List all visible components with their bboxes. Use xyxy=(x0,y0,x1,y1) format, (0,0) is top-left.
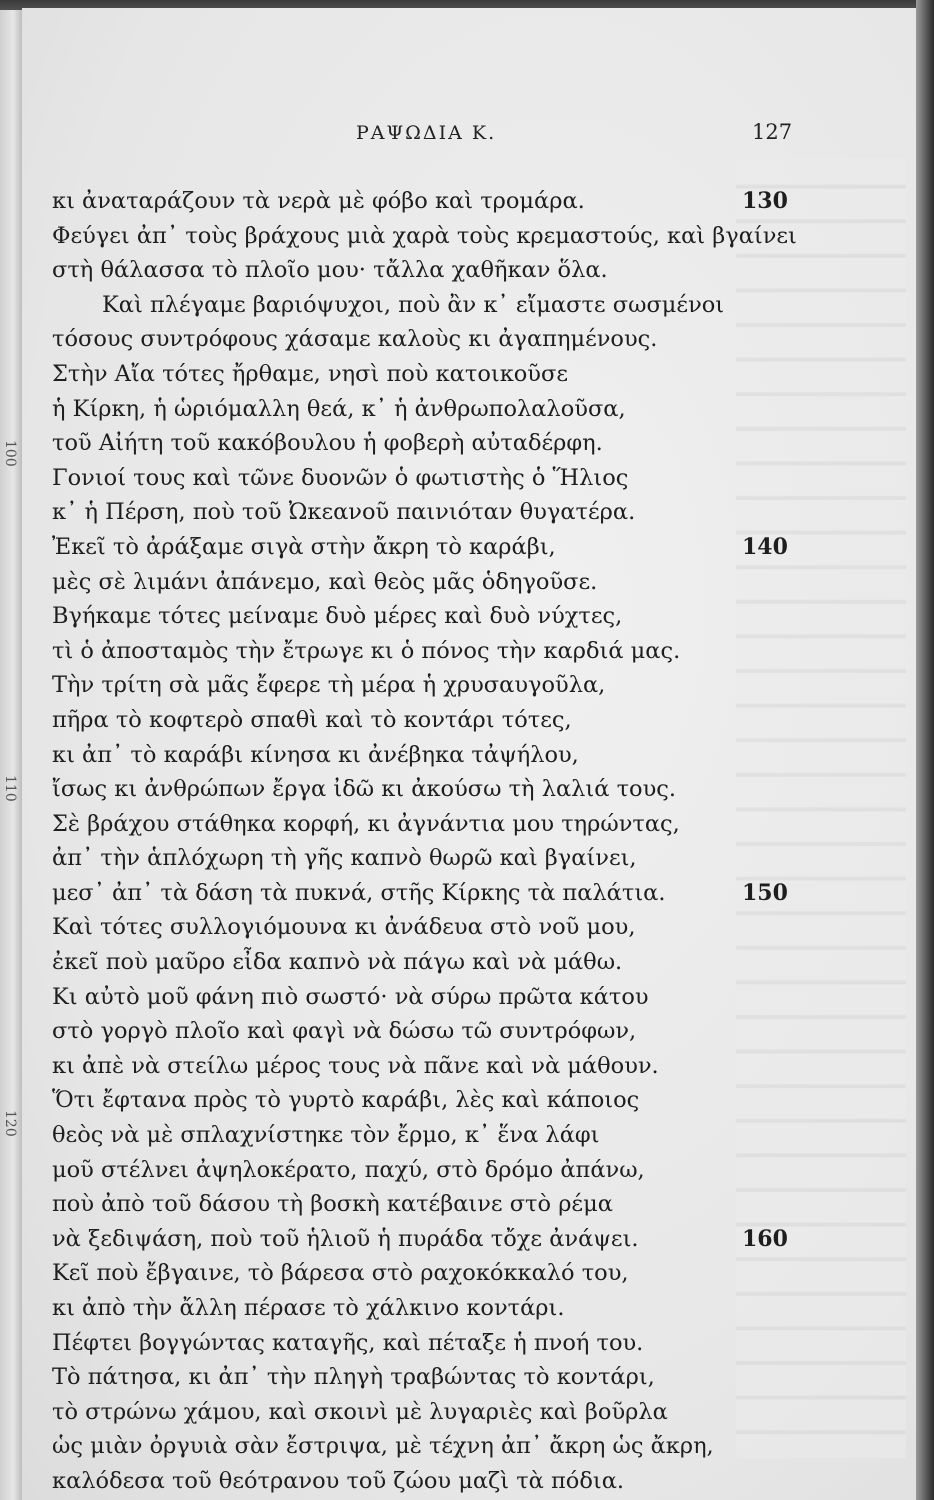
verse-line-text: Στὴν Αἴα τότες ἤρθαμε, νησὶ ποὺ κατοικοῦσε xyxy=(52,360,568,387)
verse-line-text: Κεῖ ποὺ ἔβγαινε, τὸ βάρεσα στὸ ραχοκόκκαλό του, xyxy=(52,1260,629,1287)
verse-line-text: κι ἀναταράζουν τὰ νερὰ μὲ φόβο καὶ τρομάρα. xyxy=(52,188,585,214)
verse-line-text: στὸ γοργὸ πλοῖο καὶ φαγὶ νὰ δώσω τῶ συντρόφων, xyxy=(52,1018,637,1045)
verse-line-text: Φεύγει ἀπ᾽ τοὺς βράχους μιὰ χαρὰ τοὺς κρεμαστούς, καὶ βγαίνει xyxy=(52,222,797,249)
page-number: 127 xyxy=(752,120,793,144)
verse-line-text: μεσ᾽ ἀπ᾽ τὰ δάση τὰ πυκνά, στῆς Κίρκης τὰ παλάτια. xyxy=(52,879,666,906)
scan-background-right xyxy=(916,0,934,1500)
prev-page-margin-number: 110 xyxy=(2,775,18,802)
verse-line xyxy=(52,1256,832,1291)
verse-line xyxy=(52,322,832,357)
verse-line-text: Σὲ βράχου στάθηκα κορφή, κι ἀγνάντια μου τηρώντας, xyxy=(52,810,680,837)
verse-line xyxy=(52,1429,832,1464)
verse-line-text: πῆρα τὸ κοφτερὸ σπαθὶ καὶ τὸ κοντάρι τότες, xyxy=(52,706,572,733)
verse-line xyxy=(52,1049,832,1084)
verse-line xyxy=(52,219,832,254)
verse-line-text: Ὅτι ἔφτανα πρὸς τὸ γυρτὸ καράβι, λὲς καὶ κάποιος xyxy=(52,1087,640,1114)
verse-line-text: Τὸ πάτησα, κι ἀπ᾽ τὴν πληγὴ τραβώντας τὸ κοντάρι, xyxy=(52,1364,655,1391)
verse-line xyxy=(52,1395,832,1430)
verse-line-text: μὲς σὲ λιμάνι ἀπάνεμο, καὶ θεὸς μᾶς ὁδηγοῦσε. xyxy=(52,568,598,595)
verse-line xyxy=(52,1291,832,1326)
verse-line-text: μοῦ στέλνει ἀψηλοκέρατο, παχύ, στὸ δρόμο ἀπάνω, xyxy=(52,1156,645,1183)
verse-line xyxy=(52,461,832,496)
verse-line-text: κι ἀπὸ τὴν ἄλλη πέρασε τὸ χάλκινο κοντάρι. xyxy=(52,1295,565,1321)
verse-line xyxy=(52,772,832,807)
verse-line-text: Καὶ τότες συλλογιόμουνα κι ἀνάδευα στὸ νοῦ μου, xyxy=(52,914,636,941)
verse-line-text: τοῦ Αἰήτη τοῦ κακόβουλου ἡ φοβερὴ αὐταδέρφη. xyxy=(52,430,603,457)
verse-line-text: Ἐκεῖ τὸ ἀράξαμε σιγὰ στὴν ἄκρη τὸ καράβι, xyxy=(52,533,556,560)
verse-line xyxy=(52,253,832,288)
verse-line xyxy=(52,599,832,634)
verse-line-text: ὡς μιὰν ὀργυιὰ σὰν ἔστριψα, μὲ τέχνη ἀπ᾽ ἄκρη ὡς ἄκρη, xyxy=(52,1433,714,1460)
verse-line xyxy=(52,1118,832,1153)
verse-line-text: ἡ Κίρκη, ἡ ὡριόμαλλη θεά, κ᾽ ἡ ἀνθρωπολαλοῦσα, xyxy=(52,395,626,422)
poem-text xyxy=(52,184,832,1499)
verse-line xyxy=(52,807,832,842)
verse-line-text: ἀπ᾽ τὴν ἁπλόχωρη τὴ γῆς καπνὸ θωρῶ καὶ βγαίνει, xyxy=(52,845,637,872)
verse-line-text: Τὴν τρίτη σὰ μᾶς ἔφερε τὴ μέρα ἡ χρυσαυγοῦλα, xyxy=(52,672,606,699)
verse-line xyxy=(52,1153,832,1188)
verse-line xyxy=(52,1187,832,1222)
page-header xyxy=(22,118,916,158)
verse-line xyxy=(52,530,832,565)
previous-page-edge xyxy=(0,10,23,1500)
verse-line xyxy=(52,841,832,876)
verse-line xyxy=(52,288,832,323)
verse-line-text: Βγήκαμε τότες μείναμε δυὸ μέρες καὶ δυὸ νύχτες, xyxy=(52,603,623,630)
verse-line xyxy=(52,392,832,427)
verse-line xyxy=(52,1222,832,1257)
verse-line xyxy=(52,426,832,461)
verse-line xyxy=(52,876,832,911)
verse-line xyxy=(52,1083,832,1118)
prev-page-margin-number: 120 xyxy=(2,1110,18,1137)
verse-line-text: ἴσως κι ἀνθρώπων ἔργα ἰδῶ κι ἀκούσω τὴ λαλιά τους. xyxy=(52,776,677,803)
line-number: 130 xyxy=(742,188,788,214)
verse-line xyxy=(52,738,832,773)
line-number: 160 xyxy=(742,1225,788,1252)
line-number: 140 xyxy=(742,533,788,560)
verse-line xyxy=(52,1014,832,1049)
verse-line-text: κι ἀπ᾽ τὸ καράβι κίνησα κι ἀνέβηκα τἀψήλου, xyxy=(52,741,579,768)
verse-line xyxy=(52,1464,832,1499)
verse-line xyxy=(52,668,832,703)
verse-line xyxy=(52,495,832,530)
verse-line-text: τόσους συντρόφους χάσαμε καλοὺς κι ἀγαπημένους. xyxy=(52,326,658,353)
verse-line-text: Γονιοί τους καὶ τῶνε δυονῶν ὁ φωτιστὴς ὁ Ἥλιος xyxy=(52,464,629,491)
verse-line-text: Πέφτει βογγώντας καταγῆς, καὶ πέταξε ἡ πνοή του. xyxy=(52,1329,644,1356)
verse-line xyxy=(52,945,832,980)
verse-line xyxy=(52,703,832,738)
running-head: ΡΑΨΩΔΙΑ Κ. xyxy=(356,122,497,144)
verse-line-text: στὴ θάλασσα τὸ πλοῖο μου· τἄλλα χαθῆκαν ὅλα. xyxy=(52,257,608,284)
prev-page-margin-number: 100 xyxy=(2,440,18,467)
verse-line-text: τὸ στρώνω χάμου, καὶ σκοινὶ μὲ λυγαριὲς καὶ βοῦρλα xyxy=(52,1398,668,1425)
verse-line xyxy=(52,980,832,1015)
verse-line-text: τὶ ὁ ἀποσταμὸς τὴν ἔτρωγε κι ὁ πόνος τὴν καρδιά μας. xyxy=(52,637,681,664)
verse-line-text: Καὶ πλέγαμε βαριόψυχοι, ποὺ ἂν κ᾽ εἴμαστε σωσμένοι xyxy=(102,291,725,318)
verse-line-text: ἐκεῖ ποὺ μαῦρο εἶδα καπνὸ νὰ πάγω καὶ νὰ μάθω. xyxy=(52,949,623,976)
verse-line xyxy=(52,184,832,219)
verse-line xyxy=(52,634,832,669)
verse-line-text: κ᾽ ἡ Πέρση, ποὺ τοῦ Ὠκεανοῦ παινιόταν θυγατέρα. xyxy=(52,499,636,526)
verse-line xyxy=(52,1360,832,1395)
verse-line-text: κι ἀπὲ νὰ στείλω μέρος τους νὰ πᾶνε καὶ νὰ μάθουν. xyxy=(52,1052,659,1079)
verse-line xyxy=(52,1326,832,1361)
verse-line-text: ποὺ ἀπὸ τοῦ δάσου τὴ βοσκὴ κατέβαινε στὸ ρέμα xyxy=(52,1191,613,1218)
verse-line-text: Κι αὐτὸ μοῦ φάνη πιὸ σωστό· νὰ σύρω πρῶτα κάτου xyxy=(52,983,649,1010)
verse-line xyxy=(52,910,832,945)
verse-line-text: καλόδεσα τοῦ θεότρανου τοῦ ζώου μαζὶ τὰ πόδια. xyxy=(52,1467,625,1494)
book-page xyxy=(22,8,916,1500)
verse-line-text: θεὸς νὰ μὲ σπλαχνίστηκε τὸν ἔρμο, κ᾽ ἕνα λάφι xyxy=(52,1122,600,1149)
verse-line-text: νὰ ξεδιψάση, ποὺ τοῦ ἡλιοῦ ἡ πυράδα τὄχε ἀνάψει. xyxy=(52,1225,639,1252)
verse-line xyxy=(52,357,832,392)
line-number: 150 xyxy=(742,879,788,906)
verse-line xyxy=(52,565,832,600)
